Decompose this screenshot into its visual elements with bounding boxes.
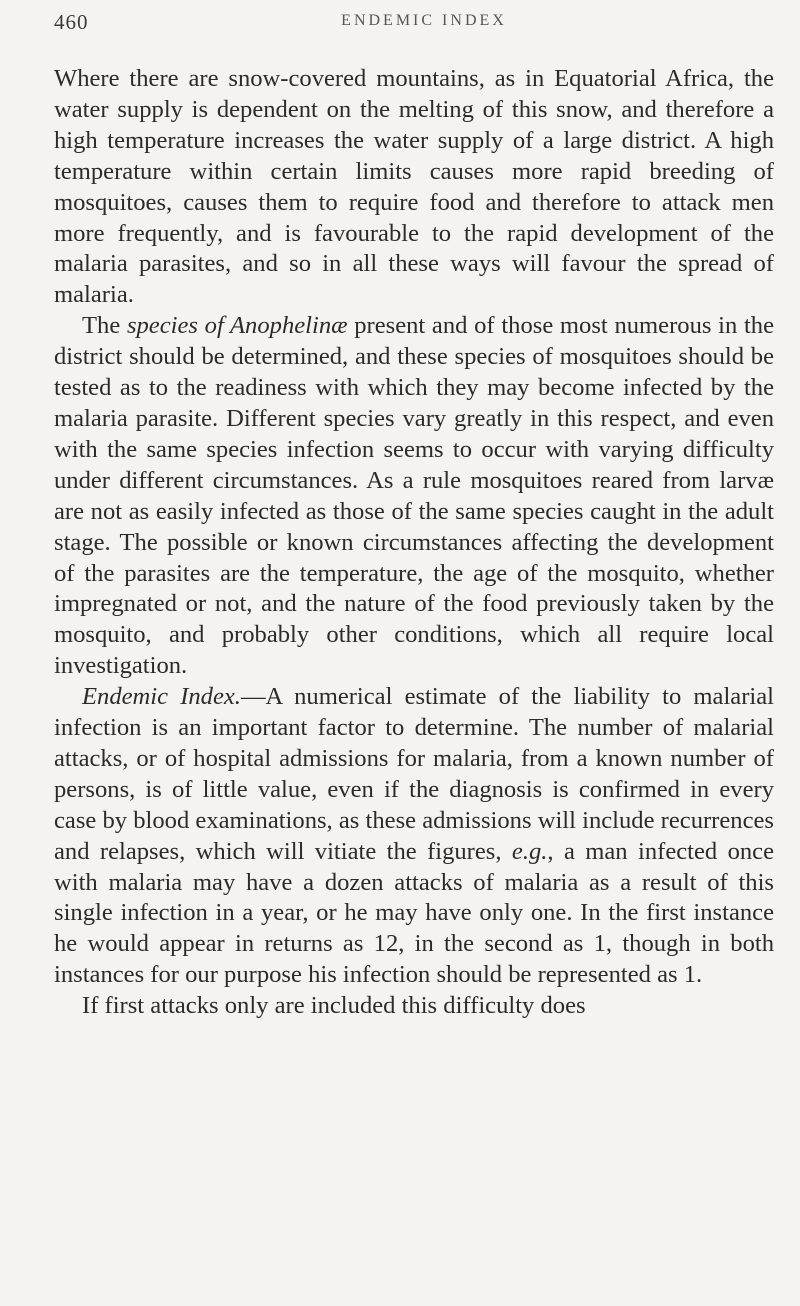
paragraph-2-italic-lead: species of Anophelinæ bbox=[126, 312, 348, 340]
paragraph-4 bbox=[54, 991, 774, 1022]
paragraph-2-text: present and of those most numerous in the district should be determined, and these species of mosquitoes should be tested as to the readiness with which they may become infected by the malaria parasite. Different species vary greatly in this respect, and even with the same species infection seems to occur with varying difficulty under different circumstances. As a rule mosquitoes reared from larvæ are not as easily infected as those of the same species caught in the adult stage. The possible or known circumstances affecting the development of the parasites are the temperature, the age of the mosquito, whether impregnated or not, and the nature of the food previously taken by the mosquito, and probably other conditions, which all require local investigation. bbox=[54, 312, 775, 680]
page-number: 460 bbox=[54, 10, 89, 34]
paragraph-3 bbox=[54, 682, 774, 991]
paragraph-2-prefix: The bbox=[82, 312, 127, 340]
paragraph-4-text: If first attacks only are included this difficulty does bbox=[82, 992, 586, 1020]
paragraph-3-italic-lead: Endemic Index. bbox=[82, 683, 241, 711]
paragraph-1 bbox=[54, 64, 774, 311]
paragraph-2 bbox=[54, 311, 774, 682]
running-head: ENDEMIC INDEX bbox=[341, 12, 507, 29]
body-text bbox=[54, 64, 774, 1022]
paragraph-1-text: Where there are snow-covered mountains, as in Equatorial Africa, the water supply is dependent on the melting of this snow, and therefore a high temperature increases the water supply of a large district. A high temperature within certain limits causes more rapid breeding of mosquitoes, causes them to require food and therefore to attack men more frequently, and is favourable to the rapid development of the malaria parasites, and so in all these ways will favour the spread of malaria. bbox=[54, 65, 774, 309]
paragraph-3-italic-eg: e.g. bbox=[511, 837, 548, 865]
paragraph-3-text-after: , a man infected once with malaria may have a dozen attacks of malaria as a result of this single infection in a year, or he may have only one. In the first instance he would appear in returns as 12, in the second as 1, though in both instances for our purpose his infection should be represented as 1. bbox=[54, 837, 775, 989]
page-header bbox=[54, 10, 754, 40]
paragraph-3-text: —A numerical estimate of the liability to malarial infection is an important factor to determine. The number of malarial attacks, or of hospital admissions for malaria, from a known number of persons, is of little value, even if the diagnosis is confirmed in every case by blood examinations, as these admissions will include recurrences and relapses, which will vitiate the figures, bbox=[54, 683, 774, 865]
